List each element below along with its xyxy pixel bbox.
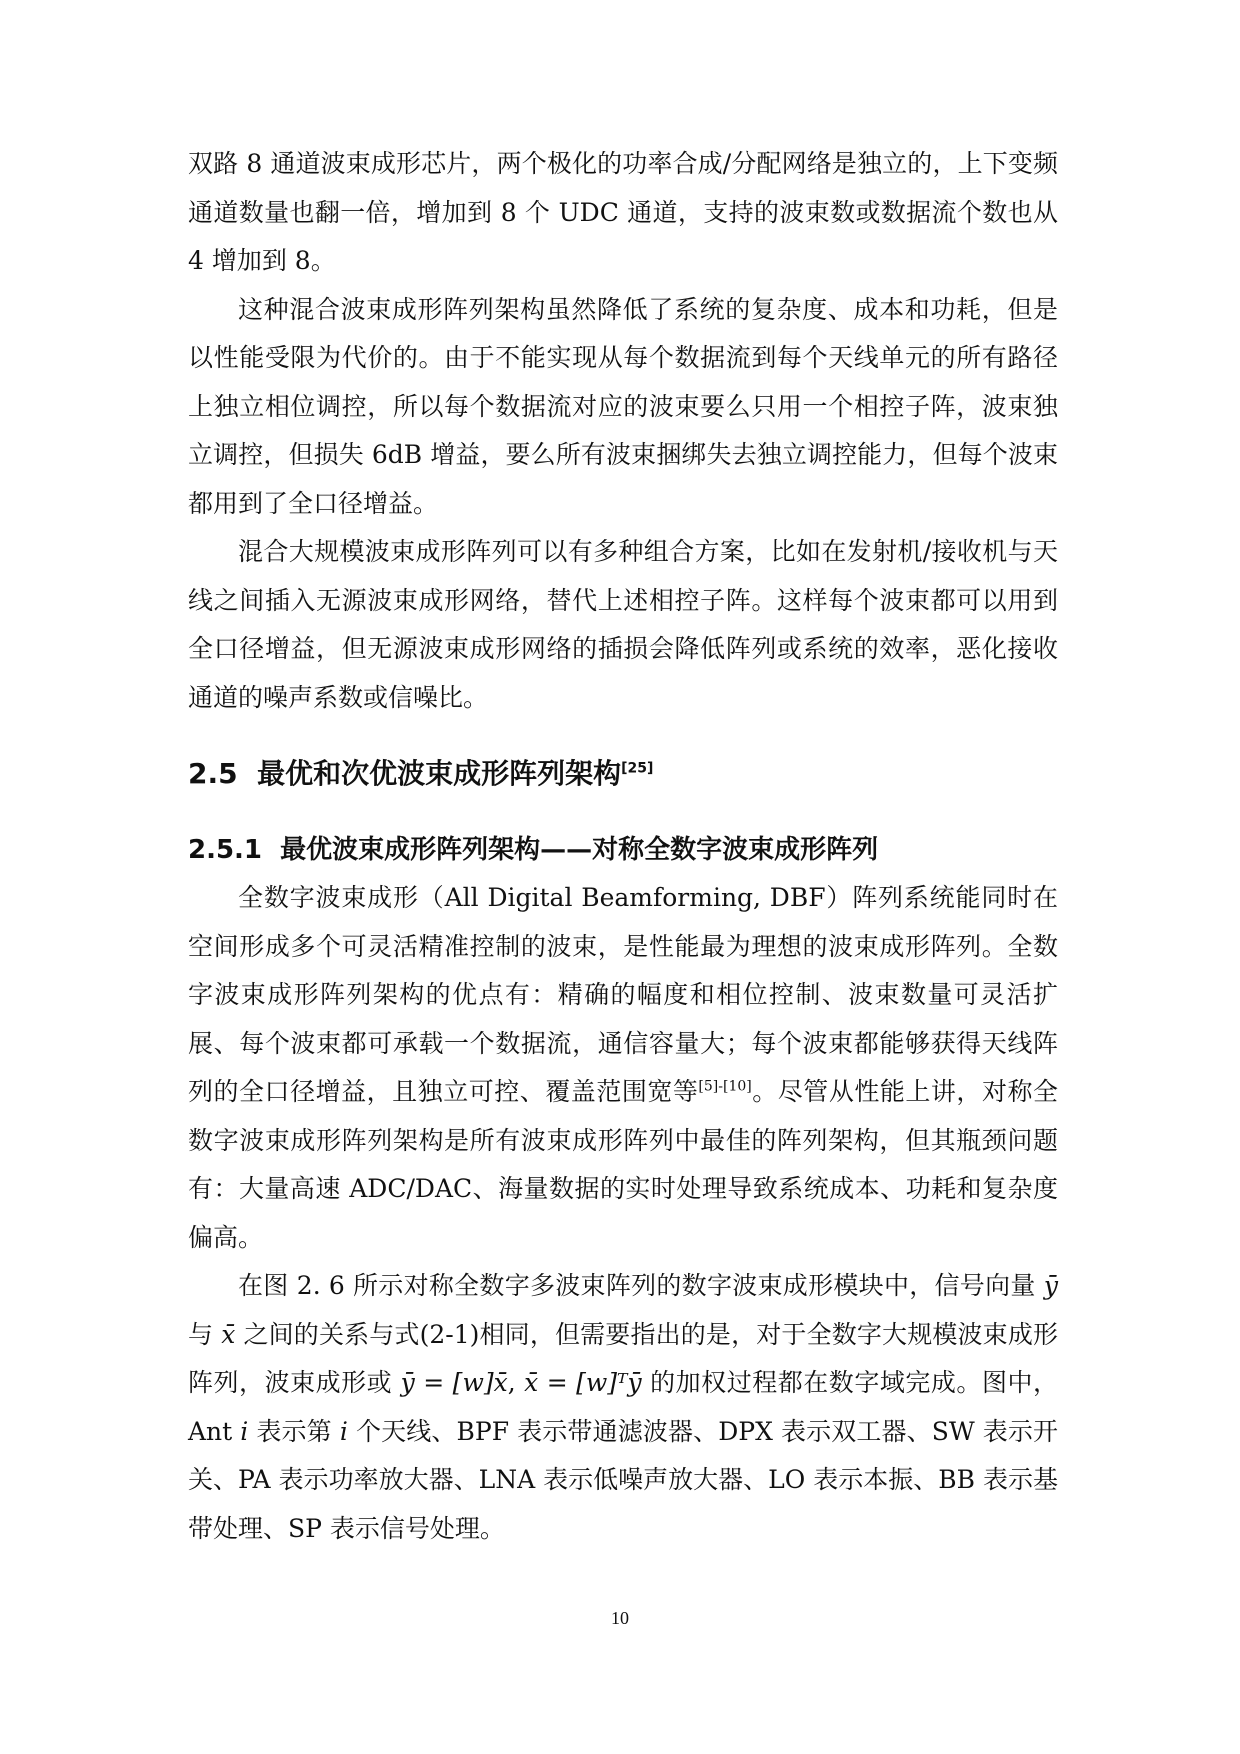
equation-2: x̄ = [w]ᵀȳ bbox=[524, 1368, 642, 1397]
paragraph-5-text-2: 与 bbox=[188, 1319, 222, 1349]
document-body bbox=[188, 140, 1058, 1553]
section-title: 最优和次优波束成形阵列架构 bbox=[257, 757, 622, 790]
subsection-title: 最优波束成形阵列架构——对称全数字波束成形阵列 bbox=[280, 835, 879, 865]
section-heading-2-5 bbox=[188, 754, 1058, 794]
page-number: 10 bbox=[611, 1608, 629, 1628]
section-number: 2.5 bbox=[188, 757, 238, 790]
equation-1: ȳ = [w]x̄ bbox=[400, 1368, 508, 1397]
paragraph-5-text-5: 的加权过程都在数字域完成。图中，Ant bbox=[188, 1368, 1058, 1446]
index-i: i bbox=[240, 1416, 249, 1446]
paragraph-2: 这种混合波束成形阵列架构虽然降低了系统的复杂度、成本和功耗，但是以性能受限为代价的。由于不能实现从每个数据流到每个天线单元的所有路径上独立相位调控，所以每个数据流对应的波束要么只用一个相控子阵，波束独立调控，但损失 6dB 增益，要么所有波束捆绑失去独立调控能力，但每个波束都用到了全口径增益。 bbox=[188, 294, 1058, 518]
paragraph-4-text-b: 。尽管从性能上讲，对称全数字波束成形阵列架构是所有波束成形阵列中最佳的阵列架构，但其瓶颈问题有：大量高速 ADC/DAC、海量数据的实时处理导致系统成本、功耗和复杂度偏高。 bbox=[188, 1077, 1058, 1252]
paragraph-5-text-6: 表示第 bbox=[248, 1416, 340, 1446]
paragraph-5-text-4: , bbox=[507, 1368, 525, 1397]
paragraph-4 bbox=[188, 874, 1058, 1262]
paragraph-5-text-1: 在图 2. 6 所示对称全数字多波束阵列的数字波束成形模块中，信号向量 bbox=[238, 1271, 1044, 1300]
paragraph-4-text-a: 全数字波束成形（All Digital Beamforming, DBF）阵列系统能同时在空间形成多个可灵活精准控制的波束，是性能最为理想的波束成形阵列。全数字波束成形阵列架构的优点有：精确的幅度和相位控制、波束数量可灵活扩展、每个波束都可承载一个数据流，通信容量大；每个波束都能够获得天线阵列的全口径增益，且独立可控、覆盖范围宽等 bbox=[188, 883, 1058, 1106]
paragraph-5-text-3: 之间的关系与式(2-1)相同，但需要指出的是，对于全数字大规模波束成形阵列，波束成形或 bbox=[188, 1319, 1058, 1397]
section-citation: [25] bbox=[621, 760, 654, 777]
paragraph-1: 双路 8 通道波束成形芯片，两个极化的功率合成/分配网络是独立的，上下变频通道数量也翻一倍，增加到 8 个 UDC 通道，支持的波束数或数据流个数也从 4 增加到 8。 bbox=[188, 149, 1058, 275]
vector-x: x̄ bbox=[221, 1319, 236, 1349]
paragraph-3: 混合大规模波束成形阵列可以有多种组合方案，比如在发射机/接收机与天线之间插入无源波束成形网络，替代上述相控子阵。这样每个波束都可以用到全口径增益，但无源波束成形网络的插损会降低阵列或系统的效率，恶化接收通道的噪声系数或信噪比。 bbox=[188, 537, 1058, 712]
subsection-heading-2-5-1 bbox=[188, 830, 1058, 870]
paragraph-5-text-7: 个天线、BPF 表示带通滤波器、DPX 表示双工器、SW 表示开关、PA 表示功率放大器、LNA 表示低噪声放大器、LO 表示本振、BB 表示基带处理、SP 表示信号处理。 bbox=[188, 1416, 1058, 1543]
subsection-number: 2.5.1 bbox=[188, 835, 263, 865]
paragraph-5 bbox=[188, 1262, 1058, 1553]
index-i-2: i bbox=[339, 1416, 348, 1446]
citation-5-10: [5]-[10] bbox=[698, 1078, 752, 1095]
vector-y: ȳ bbox=[1043, 1271, 1058, 1300]
